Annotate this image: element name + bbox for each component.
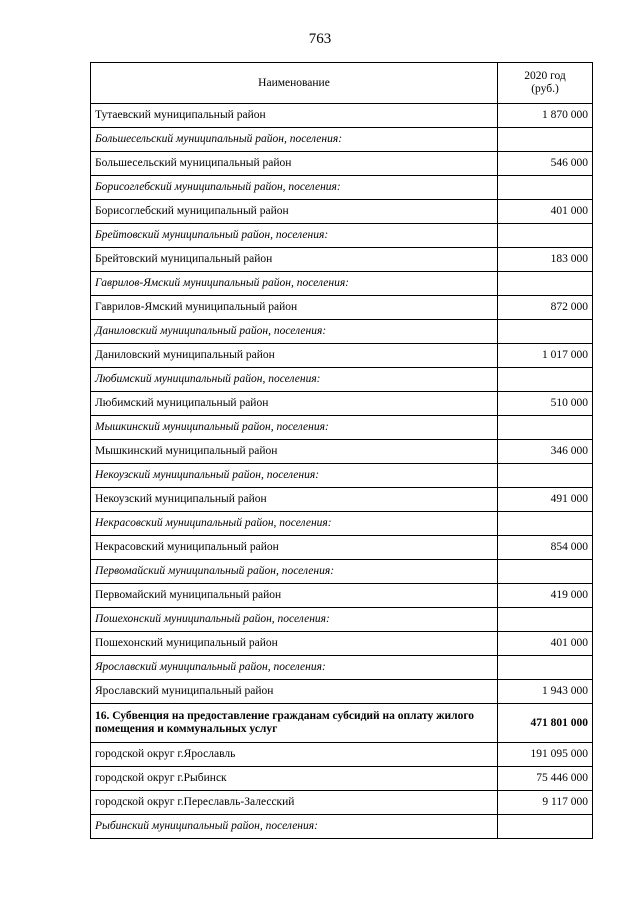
row-name-cell: Борисоглебский муниципальный район — [91, 200, 498, 224]
row-value-cell: 9 117 000 — [498, 791, 593, 815]
row-value-cell — [498, 224, 593, 248]
group-header-row — [91, 608, 593, 632]
row-name-cell: Ярославский муниципальный район, поселения: — [91, 656, 498, 680]
group-header-row — [91, 464, 593, 488]
group-header-row — [91, 224, 593, 248]
group-header-row — [91, 320, 593, 344]
row-name-cell: Некрасовский муниципальный район — [91, 536, 498, 560]
group-header-row — [91, 512, 593, 536]
table-row — [91, 392, 593, 416]
row-name-cell: Некоузский муниципальный район — [91, 488, 498, 512]
row-name-cell: Любимский муниципальный район, поселения: — [91, 368, 498, 392]
row-value-cell: 471 801 000 — [498, 704, 593, 743]
row-value-cell: 491 000 — [498, 488, 593, 512]
column-header-name: Наименование — [91, 63, 498, 104]
row-value-cell: 401 000 — [498, 200, 593, 224]
row-name-cell: Тутаевский муниципальный район — [91, 104, 498, 128]
table-row — [91, 440, 593, 464]
table-row — [91, 680, 593, 704]
row-value-cell — [498, 560, 593, 584]
table-row — [91, 632, 593, 656]
row-name-cell: Мышкинский муниципальный район, поселения: — [91, 416, 498, 440]
row-value-cell — [498, 320, 593, 344]
row-value-cell — [498, 272, 593, 296]
row-name-cell: 16. Субвенция на предоставление гражданам субсидий на оплату жилого помещения и коммунальных услуг — [91, 704, 498, 743]
row-value-cell: 510 000 — [498, 392, 593, 416]
row-name-cell: Мышкинский муниципальный район — [91, 440, 498, 464]
row-value-cell — [498, 416, 593, 440]
section-header-row — [91, 704, 593, 743]
row-value-cell: 75 446 000 — [498, 767, 593, 791]
column-header-unit: (руб.) — [531, 83, 559, 95]
row-value-cell: 854 000 — [498, 536, 593, 560]
row-value-cell: 872 000 — [498, 296, 593, 320]
row-value-cell — [498, 464, 593, 488]
row-name-cell: Первомайский муниципальный район, поселения: — [91, 560, 498, 584]
row-name-cell: Большесельский муниципальный район, поселения: — [91, 128, 498, 152]
table-row — [91, 344, 593, 368]
row-name-cell: Пошехонский муниципальный район, поселения: — [91, 608, 498, 632]
row-value-cell — [498, 368, 593, 392]
table-row — [91, 296, 593, 320]
row-value-cell: 546 000 — [498, 152, 593, 176]
table-row — [91, 536, 593, 560]
row-name-cell: Борисоглебский муниципальный район, поселения: — [91, 176, 498, 200]
table-row — [91, 248, 593, 272]
row-name-cell: Брейтовский муниципальный район, поселения: — [91, 224, 498, 248]
table-row — [91, 767, 593, 791]
row-value-cell — [498, 512, 593, 536]
group-header-row — [91, 560, 593, 584]
row-name-cell: Некоузский муниципальный район, поселения: — [91, 464, 498, 488]
row-name-cell: Брейтовский муниципальный район — [91, 248, 498, 272]
table-body — [91, 104, 593, 839]
table-row — [91, 104, 593, 128]
row-name-cell: Пошехонский муниципальный район — [91, 632, 498, 656]
row-value-cell: 191 095 000 — [498, 743, 593, 767]
row-name-cell: Даниловский муниципальный район, поселения: — [91, 320, 498, 344]
table-row — [91, 584, 593, 608]
group-header-row — [91, 656, 593, 680]
row-value-cell — [498, 176, 593, 200]
row-name-cell: Ярославский муниципальный район — [91, 680, 498, 704]
group-header-row — [91, 272, 593, 296]
row-name-cell: Гаврилов-Ямский муниципальный район, поселения: — [91, 272, 498, 296]
row-value-cell: 1 870 000 — [498, 104, 593, 128]
row-name-cell: городской округ г.Рыбинск — [91, 767, 498, 791]
table-row — [91, 488, 593, 512]
row-value-cell — [498, 128, 593, 152]
table-row — [91, 743, 593, 767]
column-header-year — [498, 63, 593, 104]
row-value-cell — [498, 815, 593, 839]
group-header-row — [91, 176, 593, 200]
table-header-row — [91, 63, 593, 104]
row-value-cell: 346 000 — [498, 440, 593, 464]
row-value-cell — [498, 656, 593, 680]
row-value-cell — [498, 608, 593, 632]
table-row — [91, 791, 593, 815]
row-value-cell: 1 017 000 — [498, 344, 593, 368]
row-value-cell: 401 000 — [498, 632, 593, 656]
group-header-row — [91, 815, 593, 839]
row-value-cell: 183 000 — [498, 248, 593, 272]
row-value-cell: 419 000 — [498, 584, 593, 608]
table-row — [91, 152, 593, 176]
row-name-cell: Гаврилов-Ямский муниципальный район — [91, 296, 498, 320]
row-value-cell: 1 943 000 — [498, 680, 593, 704]
group-header-row — [91, 416, 593, 440]
table-row — [91, 200, 593, 224]
group-header-row — [91, 128, 593, 152]
row-name-cell: Первомайский муниципальный район — [91, 584, 498, 608]
row-name-cell: Большесельский муниципальный район — [91, 152, 498, 176]
row-name-cell: городской округ г.Переславль-Залесский — [91, 791, 498, 815]
group-header-row — [91, 368, 593, 392]
row-name-cell: городской округ г.Ярославль — [91, 743, 498, 767]
row-name-cell: Любимский муниципальный район — [91, 392, 498, 416]
budget-table — [90, 62, 593, 839]
row-name-cell: Даниловский муниципальный район — [91, 344, 498, 368]
column-header-year-label: 2020 год — [524, 70, 566, 82]
page-number: 763 — [308, 31, 332, 47]
row-name-cell: Рыбинский муниципальный район, поселения: — [91, 815, 498, 839]
row-name-cell: Некрасовский муниципальный район, поселения: — [91, 512, 498, 536]
